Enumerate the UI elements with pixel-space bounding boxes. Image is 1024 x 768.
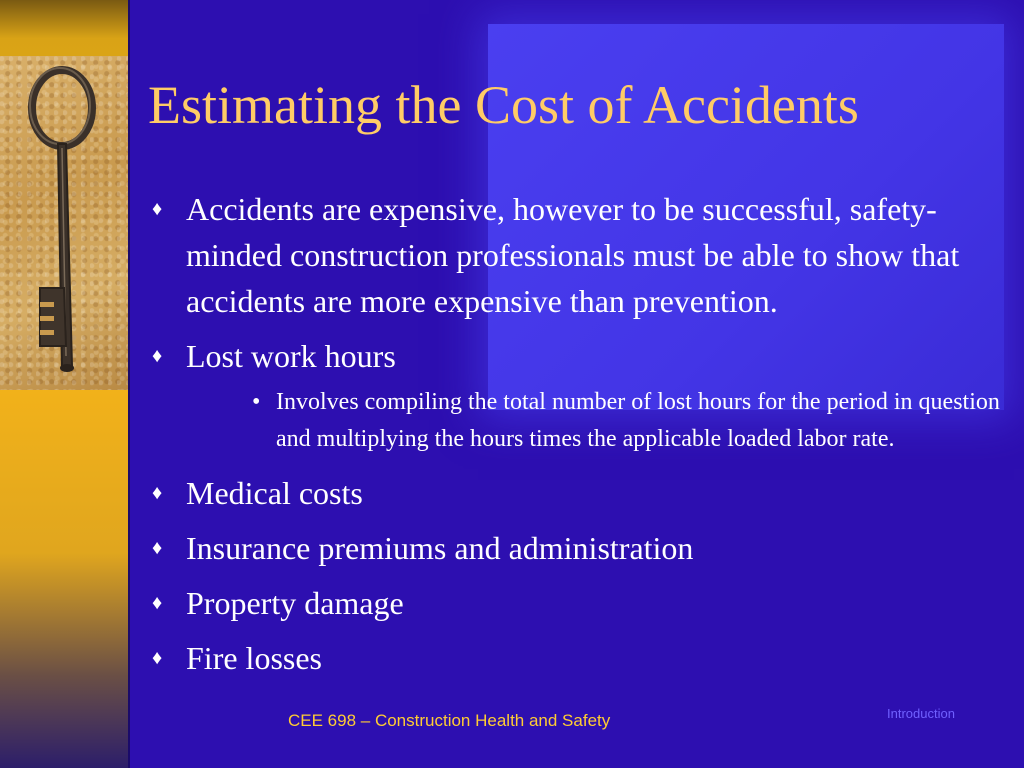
- diamond-bullet-icon: ♦: [152, 647, 163, 669]
- strip-divider: [128, 0, 130, 768]
- bullet-text: Fire losses: [186, 640, 322, 676]
- bullet-item: [152, 635, 1000, 681]
- section-label: Introduction: [887, 706, 955, 721]
- diamond-bullet-icon: ♦: [152, 482, 163, 504]
- bullet-item: [152, 470, 1000, 516]
- sub-bullet-text: Involves compiling the total number of lost hours for the period in question and multiplying the hours times the applicable loaded labor rate.: [276, 389, 1000, 452]
- slide-title: Estimating the Cost of Accidents: [148, 75, 859, 135]
- bullet-text: Insurance premiums and administration: [186, 530, 694, 566]
- diamond-bullet-icon: ♦: [152, 345, 163, 367]
- bullet-item: [152, 186, 1000, 324]
- key-icon: [0, 56, 128, 390]
- bullet-list: [152, 186, 1000, 690]
- bullet-item: [152, 525, 1000, 571]
- diamond-bullet-icon: ♦: [152, 198, 163, 220]
- bullet-item: [152, 580, 1000, 626]
- diamond-bullet-icon: ♦: [152, 537, 163, 559]
- bullet-item: [152, 333, 1000, 379]
- dot-bullet-icon: •: [252, 389, 261, 415]
- bullet-text: Accidents are expensive, however to be successful, safety-minded construction professionals must be able to show that accidents are more expensive than prevention.: [186, 191, 960, 319]
- sub-bullet-list: [152, 384, 1000, 458]
- sub-bullet-item: [152, 384, 1000, 458]
- sub-bullet-group: [152, 384, 1000, 458]
- bullet-text: Property damage: [186, 585, 404, 621]
- diamond-bullet-icon: ♦: [152, 592, 163, 614]
- bullet-text: Medical costs: [186, 475, 363, 511]
- slide-footer: CEE 698 – Construction Health and Safety: [288, 711, 611, 730]
- bullet-text: Lost work hours: [186, 338, 396, 374]
- key-image: [0, 56, 128, 390]
